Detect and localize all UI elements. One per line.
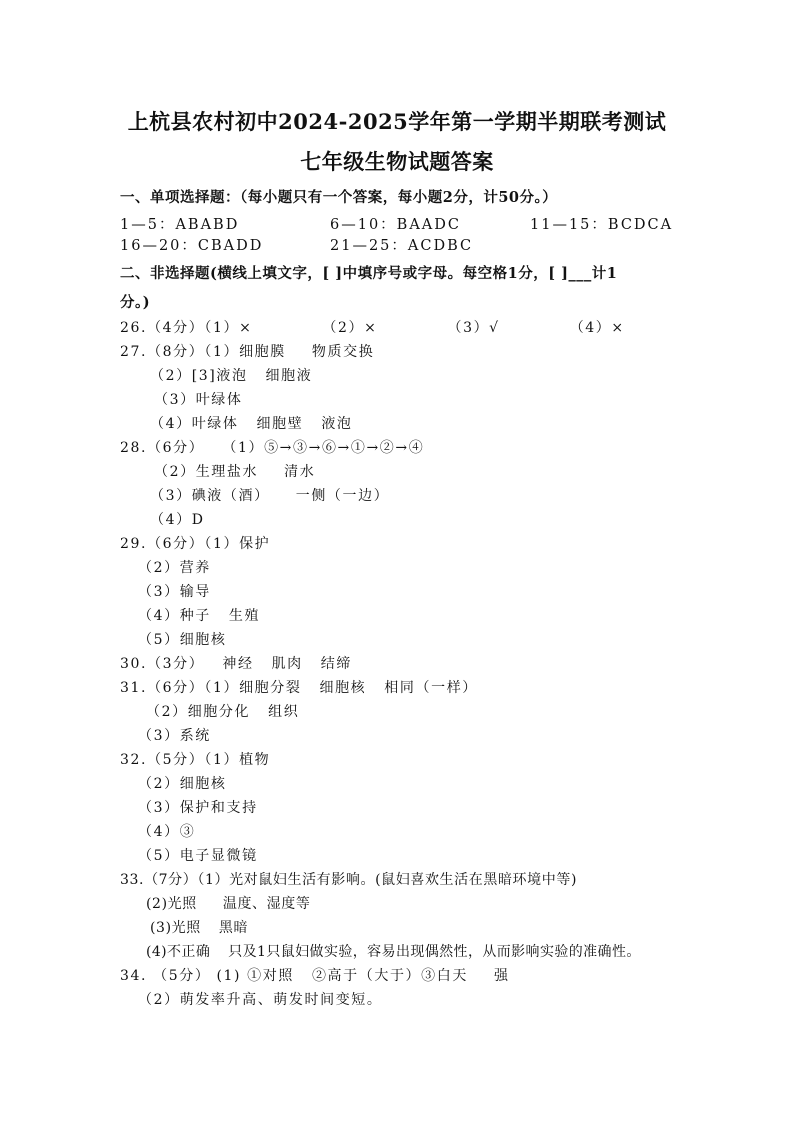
answer-27: 27.（8分）（1）细胞膜 物质交换	[120, 344, 375, 360]
answer-32-5: （5）电子显微镜	[138, 848, 258, 864]
answer-32-4: （4）③	[138, 824, 196, 840]
section1-heading: 一、单项选择题：（每小题只有一个答案，每小题2分，计50分。）	[120, 189, 558, 206]
answer-30: 30.（3分） 神经 肌肉 结缔	[120, 656, 352, 672]
answer-33-3: (3)光照 黑暗	[150, 920, 249, 936]
answer-34: 34. （5分） (1) ①对照 ②高于（大于）③白天 强	[120, 968, 510, 984]
mc-group: 1—5：ABABD	[120, 217, 240, 233]
answer-33-4: (4)不正确 只及1只鼠妇做实验，容易出现偶然性，从而影响实验的准确性。	[146, 944, 641, 960]
answer-31-2: （2）细胞分化 组织	[146, 704, 300, 720]
answer-29-5: （5）细胞核	[138, 632, 227, 648]
answer-32: 32.（5分）（1）植物	[120, 752, 271, 768]
mc-group: 21—25：ACDBC	[330, 238, 474, 254]
mc-group: 11—15：BCDCA	[530, 217, 674, 233]
answer-27-3: （3）叶绿体	[154, 392, 243, 408]
answer-29: 29.（6分）（1）保护	[120, 536, 271, 552]
document-subtitle: 七年级生物试题答案	[300, 149, 494, 174]
answer-29-4: （4）种子 生殖	[138, 608, 261, 624]
document-title: 上杭县农村初中2024-2025学年第一学期半期联考测试	[127, 109, 667, 134]
answer-27-2: （2）[3]液泡 细胞液	[150, 368, 313, 384]
answer-29-3: （3）输导	[138, 584, 211, 600]
section2-heading: 二、非选择题(横线上填文字，[ ]中填序号或字母。每空格1分，[ ]___计1	[120, 265, 618, 282]
answer-31: 31.（6分）（1）细胞分裂 细胞核 相同（一样）	[120, 680, 478, 696]
answer-33-2: (2)光照 温度、湿度等	[146, 896, 311, 912]
mc-group: 16—20：CBADD	[120, 238, 264, 254]
answer-26: 26.（4分）（1）× （2）× （3）√ （4）×	[120, 320, 625, 336]
answer-28-4: （4）D	[150, 512, 205, 528]
answer-27-4: （4）叶绿体 细胞壁 液泡	[150, 416, 353, 432]
answer-28: 28.（6分） （1）⑤→③→⑥→①→②→④	[120, 440, 425, 456]
answer-29-2: （2）营养	[138, 560, 211, 576]
answer-32-2: （2）细胞核	[138, 776, 227, 792]
answer-28-2: （2）生理盐水 清水	[154, 464, 316, 480]
answer-28-3: （3）碘液（酒） 一侧（一边）	[150, 488, 390, 504]
answer-32-3: （3）保护和支持	[138, 800, 258, 816]
section2-heading-cont: 分。)	[120, 294, 151, 311]
mc-group: 6—10：BAADC	[330, 217, 461, 233]
answer-34-2: （2）萌发率升高、萌发时间变短。	[138, 992, 383, 1008]
answer-31-3: （3）系统	[138, 728, 211, 744]
answer-33: 33.（7分）（1）光对鼠妇生活有影响。(鼠妇喜欢生活在黑暗环境中等)	[120, 872, 578, 888]
